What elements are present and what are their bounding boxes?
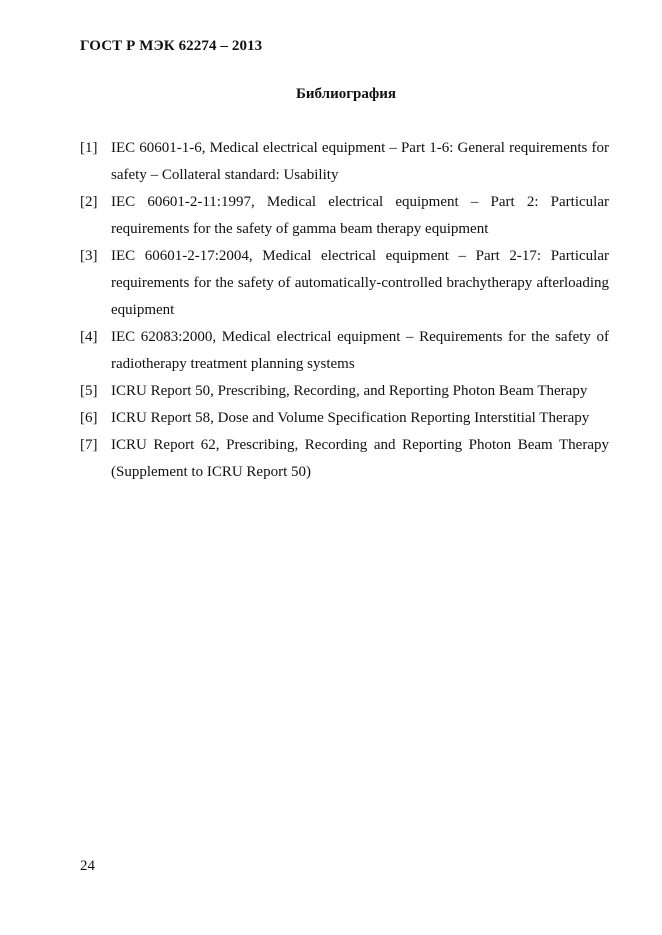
reference-item	[80, 378, 609, 405]
bibliography-list	[80, 135, 609, 486]
reference-number: [2]	[80, 194, 98, 210]
reference-item	[80, 324, 609, 378]
reference-number: [1]	[80, 140, 98, 156]
reference-number: [6]	[80, 410, 98, 426]
reference-item	[80, 405, 609, 432]
reference-number: [3]	[80, 248, 98, 264]
reference-number: [5]	[80, 383, 98, 399]
reference-text: ICRU Report 62, Prescribing, Recording and Reporting Photon Beam Therapy (Supplement to ICRU Report 50)	[111, 437, 609, 480]
reference-number: [4]	[80, 329, 98, 345]
reference-text: IEC 60601-1-6, Medical electrical equipment – Part 1-6: General requirements for safety – Collateral standard: Usability	[111, 140, 609, 183]
reference-text: IEC 60601-2-11:1997, Medical electrical equipment – Part 2: Particular requirements for the safety of gamma beam therapy equipment	[111, 194, 609, 237]
reference-text: ICRU Report 58, Dose and Volume Specification Reporting Interstitial Therapy	[111, 410, 590, 426]
reference-text: IEC 62083:2000, Medical electrical equipment – Requirements for the safety of radiotherapy treatment planning systems	[111, 329, 609, 372]
reference-text: ICRU Report 50, Prescribing, Recording, and Reporting Photon Beam Therapy	[111, 383, 588, 399]
page-number: 24	[80, 858, 95, 874]
reference-item	[80, 432, 609, 486]
document-header: ГОСТ Р МЭК 62274 – 2013	[80, 38, 263, 54]
reference-item	[80, 243, 609, 324]
bibliography-heading-container	[0, 86, 662, 103]
reference-number: [7]	[80, 437, 98, 453]
reference-text: IEC 60601-2-17:2004, Medical electrical equipment – Part 2-17: Particular requirements for the safety of automatically-controlled brachytherapy afterloading equipment	[111, 248, 609, 318]
bibliography-heading: Библиография	[295, 86, 397, 102]
reference-item	[80, 135, 609, 189]
reference-item	[80, 189, 609, 243]
